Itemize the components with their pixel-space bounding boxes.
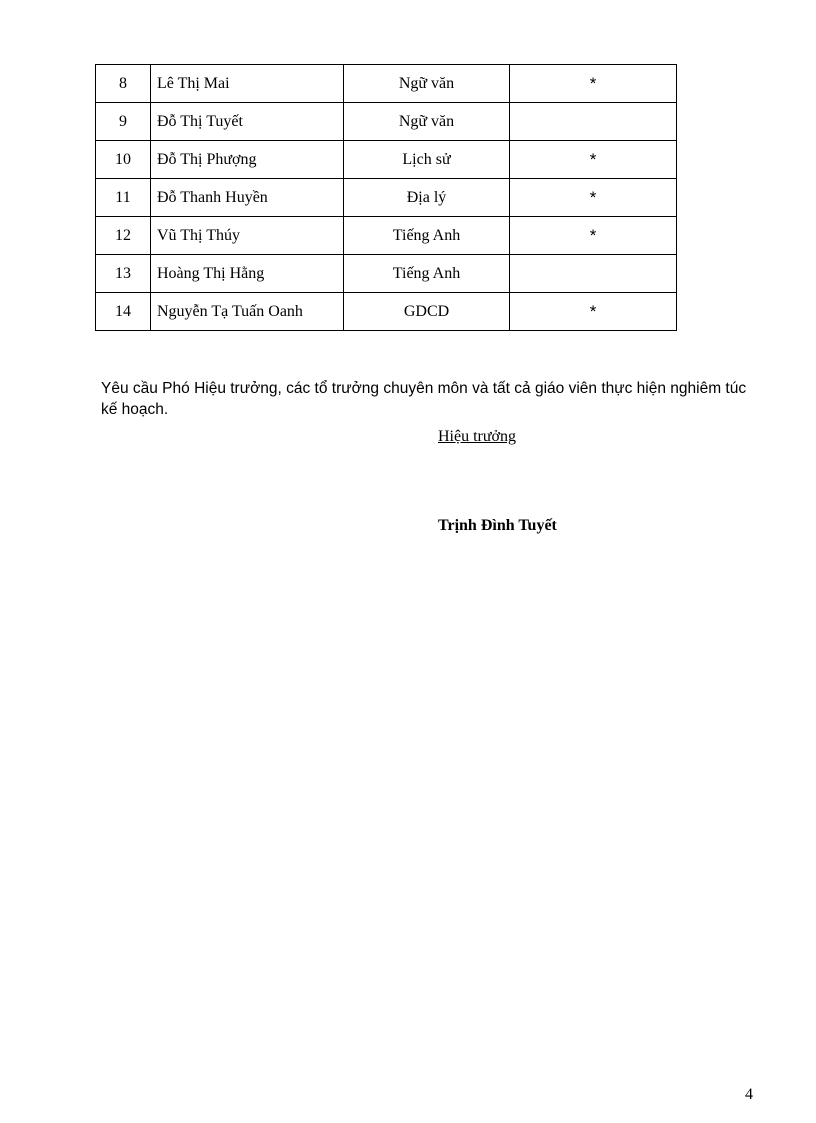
teacher-name-cell: Hoàng Thị Hằng (151, 255, 344, 293)
teacher-name-cell: Đỗ Thị Phượng (151, 141, 344, 179)
row-number-cell: 13 (96, 255, 151, 293)
teacher-name-cell: Lê Thị Mai (151, 65, 344, 103)
subject-cell: Tiếng Anh (344, 217, 510, 255)
instruction-note: Yêu cầu Phó Hiệu trưởng, các tổ trưởng chuyên môn và tất cả giáo viên thực hiện nghiêm túc kế hoạch. (101, 380, 747, 418)
table-row (96, 103, 677, 141)
subject-cell: Lịch sử (344, 141, 510, 179)
table-row (96, 141, 677, 179)
subject-cell: Ngữ văn (344, 65, 510, 103)
subject-cell: Ngữ văn (344, 103, 510, 141)
row-number-cell: 14 (96, 293, 151, 331)
teacher-name-cell: Nguyễn Tạ Tuấn Oanh (151, 293, 344, 331)
table-row (96, 65, 677, 103)
mark-cell: * (510, 217, 677, 255)
teacher-table (95, 64, 677, 331)
row-number-cell: 9 (96, 103, 151, 141)
mark-cell: * (510, 141, 677, 179)
row-number-cell: 10 (96, 141, 151, 179)
mark-cell: * (510, 65, 677, 103)
page-number: 4 (745, 1086, 753, 1103)
subject-cell: Địa lý (344, 179, 510, 217)
row-number-cell: 12 (96, 217, 151, 255)
teacher-name-cell: Vũ Thị Thúy (151, 217, 344, 255)
mark-cell (510, 103, 677, 141)
teacher-table-body (96, 65, 677, 331)
row-number-cell: 8 (96, 65, 151, 103)
subject-cell: GDCD (344, 293, 510, 331)
signature-title: Hiệu trưởng (438, 428, 517, 445)
mark-cell (510, 255, 677, 293)
teacher-name-cell: Đỗ Thị Tuyết (151, 103, 344, 141)
subject-cell: Tiếng Anh (344, 255, 510, 293)
mark-cell: * (510, 179, 677, 217)
table-row (96, 179, 677, 217)
table-row (96, 217, 677, 255)
signer-name: Trịnh Đình Tuyết (438, 517, 557, 534)
row-number-cell: 11 (96, 179, 151, 217)
table-row (96, 293, 677, 331)
teacher-name-cell: Đỗ Thanh Huyền (151, 179, 344, 217)
table-row (96, 255, 677, 293)
mark-cell: * (510, 293, 677, 331)
